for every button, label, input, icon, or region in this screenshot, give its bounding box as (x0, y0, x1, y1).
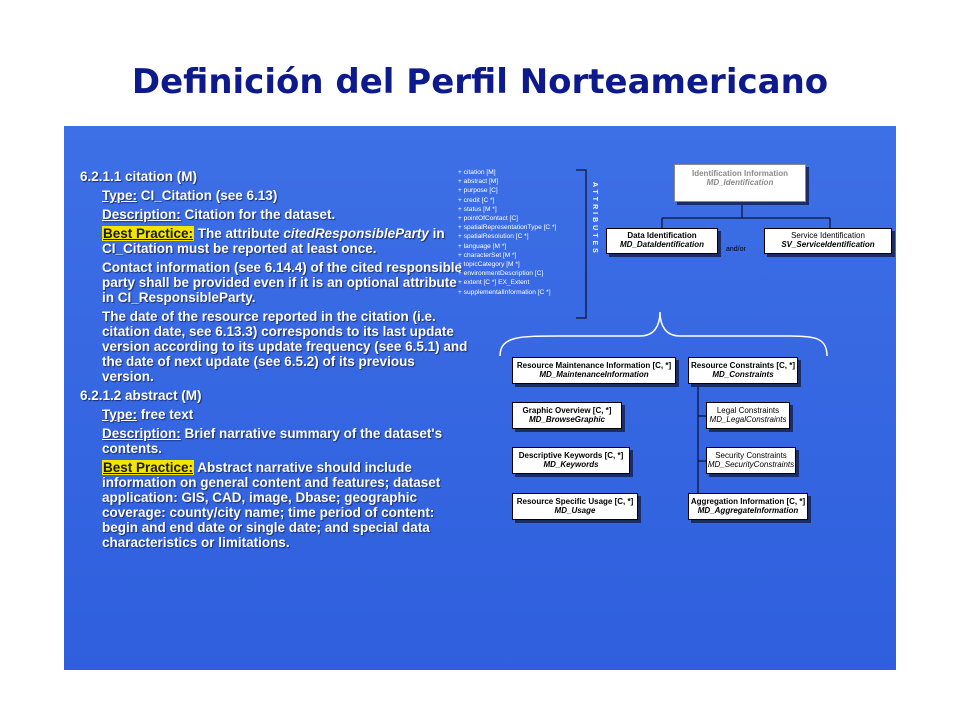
data-identification-box (606, 228, 718, 254)
type-label: Type: (102, 407, 138, 422)
attribute-item: + pointOfContact [C] (458, 215, 518, 223)
attribute-item: + environmentDescription [C] (458, 270, 544, 278)
date-text: The date of the resource reported in the citation (i.e. citation date, see 6.13.3) corresponds to its last update version according to its update frequency (see 6.5.1) and the date of next update (see 6.5.2) of its previous (102, 309, 468, 369)
box-class: SV_ServiceIdentification (781, 240, 875, 249)
attributes-list (458, 168, 556, 297)
inheritance-lines (662, 204, 830, 228)
best-practice-value: Abstract narrative should include information on general content and features; dataset application: GIS, CAD, image, Dbase; geographic coverage: county/city name; time period of content: begin and end date or single date; and special data characteristics or limitations. (102, 460, 441, 550)
attribute-item: + extent [C *] EX_Extent (458, 279, 530, 287)
box-name: Resource Constraints [C, *] (690, 361, 796, 370)
box-name: Identification Information (692, 169, 788, 178)
box-name: Legal Constraints (716, 406, 780, 415)
box-class: MD_BrowseGraphic (528, 415, 606, 424)
box-class: MD_Keywords (543, 460, 599, 469)
box-class: MD_SecurityConstraints (707, 460, 795, 469)
box-name: Data Identification (627, 231, 697, 240)
description-label: Description: (102, 207, 181, 222)
attribute-item: + characterSet [M *] (458, 251, 517, 259)
section-heading-citation: 6.2.1.1 citation (M) (80, 169, 198, 184)
attribute-item: + abstract [M] (458, 178, 499, 186)
box-name: Aggregation Information [C, *] (690, 497, 806, 506)
attributes-bracket (576, 170, 586, 318)
descriptive-keywords-box (512, 447, 630, 474)
box-name: Resource Specific Usage [C, *] (516, 497, 634, 506)
type-value: CI_Citation (see 6.13) (137, 188, 278, 203)
box-class: MD_DataIdentification (619, 240, 704, 249)
best-practice-post: in CI_Citation must be reported at least once. (102, 226, 445, 256)
slide-title: Definición del Perfil Norteamericano (131, 62, 829, 102)
attribute-item: + status [M *] (458, 205, 497, 213)
attribute-item: + supplementalInformation [C *] (458, 288, 551, 296)
legal-constraints-box (706, 402, 790, 429)
type-value: free text (137, 407, 194, 422)
box-class: MD_LegalConstraints (709, 415, 787, 424)
box-class: MD_Identification (706, 178, 774, 187)
attribute-item: + credit [C *] (458, 196, 495, 204)
attribute-item: + spatialRepresentationType [C *] (458, 224, 557, 232)
box-class: MD_MaintenanceInformation (539, 370, 649, 379)
and-or-label: and/or (726, 246, 746, 253)
best-practice-label: Best Practice: (103, 460, 194, 475)
type-label: Type: (102, 188, 138, 203)
citation-contact: Contact information (see 6.14.4) of the cited responsible party shall be provided even if it is an optional attribute in CI_ResponsibleParty. (102, 260, 463, 305)
description-value: Citation for the dataset. (180, 207, 336, 222)
date-bold: version. (102, 369, 154, 384)
best-practice-pre: The attribute (194, 226, 284, 241)
security-constraints-box (706, 447, 796, 474)
attribute-item: + citation [M] (458, 169, 496, 176)
resource-specific-usage-box (512, 493, 638, 520)
section-heading-abstract: 6.2.1.2 abstract (M) (80, 388, 202, 403)
graphic-overview-box (512, 402, 622, 429)
box-name: Resource Maintenance Information [C, *] (516, 361, 672, 370)
attribute-item: + spatialResolution [C *] (458, 233, 529, 241)
attribute-item: + language [M *] (458, 242, 507, 250)
box-name: Service Identification (791, 231, 865, 240)
description-label: Description: (102, 426, 181, 441)
curly-brace (500, 312, 827, 356)
box-class: MD_Constraints (712, 370, 774, 379)
attribute-item: + purpose [C] (458, 187, 498, 195)
best-practice-label: Best Practice: (103, 226, 194, 241)
attribute-item: + topicCategory [M *] (458, 261, 520, 269)
box-name: Security Constraints (715, 451, 787, 460)
box-name: Descriptive Keywords [C, *] (518, 451, 624, 460)
best-practice-italic: citedResponsibleParty (283, 226, 429, 241)
attributes-label: ATTRIBUTES (591, 182, 598, 256)
description-value: Brief narrative summary of the dataset's contents. (102, 426, 443, 456)
constraints-tree (698, 386, 706, 494)
box-name: Graphic Overview [C, *] (522, 406, 612, 415)
box-class: MD_Usage (554, 506, 596, 515)
resource-maintenance-box (512, 357, 676, 384)
aggregation-information-box (688, 493, 808, 520)
identification-information-box (674, 164, 806, 202)
box-class: MD_AggregateInformation (697, 506, 799, 515)
resource-constraints-box (688, 357, 798, 384)
service-identification-box (764, 228, 892, 254)
